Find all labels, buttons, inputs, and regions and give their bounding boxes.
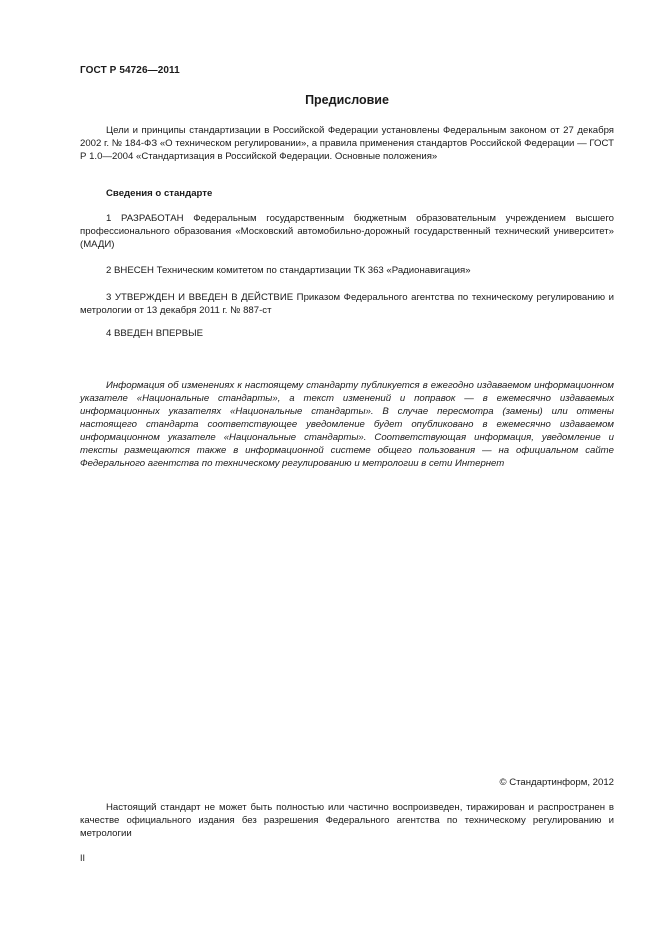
list-item-developed: 1 РАЗРАБОТАН Федеральным государственным бюджетным образовательным учреждением высшего профессионального образования «Московский автомобильно-дорожный государственный технический университет» (МАДИ) xyxy=(80,213,614,250)
intro-paragraph: Цели и принципы стандартизации в Российской Федерации установлены Федеральным законом от 27 декабря 2002 г. № 184-ФЗ «О техническом регулировании», а правила применения стандартов Российской Федерации — ГОСТ Р 1.0—2004 «Стандартизация в Российской Федерации. Основные положения» xyxy=(80,125,614,162)
list-item-approved: 3 УТВЕРЖДЕН И ВВЕДЕН В ДЕЙСТВИЕ Приказом Федерального агентства по техническому регулированию и метрологии от 13 декабря 2011 г. № 887-ст xyxy=(80,292,614,316)
list-item-submitted: 2 ВНЕСЕН Техническим комитетом по стандартизации ТК 363 «Радионавигация» xyxy=(106,265,471,276)
page-number: II xyxy=(80,853,86,863)
rights-notice: Настоящий стандарт не может быть полностью или частично воспроизведен, тиражирован и распространен в качестве официального издания без разрешения Федерального агентства по техническому регулированию и метрологии xyxy=(80,802,614,839)
section-heading: Сведения о стандарте xyxy=(106,188,213,199)
copyright-notice: © Стандартинформ, 2012 xyxy=(499,777,614,788)
info-notice: Информация об изменениях к настоящему стандарту публикуется в ежегодно издаваемом информационном указателе «Национальные стандарты», а текст изменений и поправок — в ежемесячно издаваемых информационных указателях «Национальные стандарты». В случае пересмотра (замены) или отмены настоящего стандарта соответствующее уведомление будет опубликовано в ежемесячно издаваемом информационном указателе «Национальные стандарты». Соответствующая информация, уведомление и тексты размещаются также в информационной системе общего пользования — на официальном сайте Федерального агентства по техническому регулированию и метрологии в сети Интернет xyxy=(80,380,614,469)
standard-id: ГОСТ Р 54726—2011 xyxy=(80,65,180,76)
page-title: Предисловие xyxy=(305,93,389,107)
list-item-first-introduced: 4 ВВЕДЕН ВПЕРВЫЕ xyxy=(106,328,204,339)
